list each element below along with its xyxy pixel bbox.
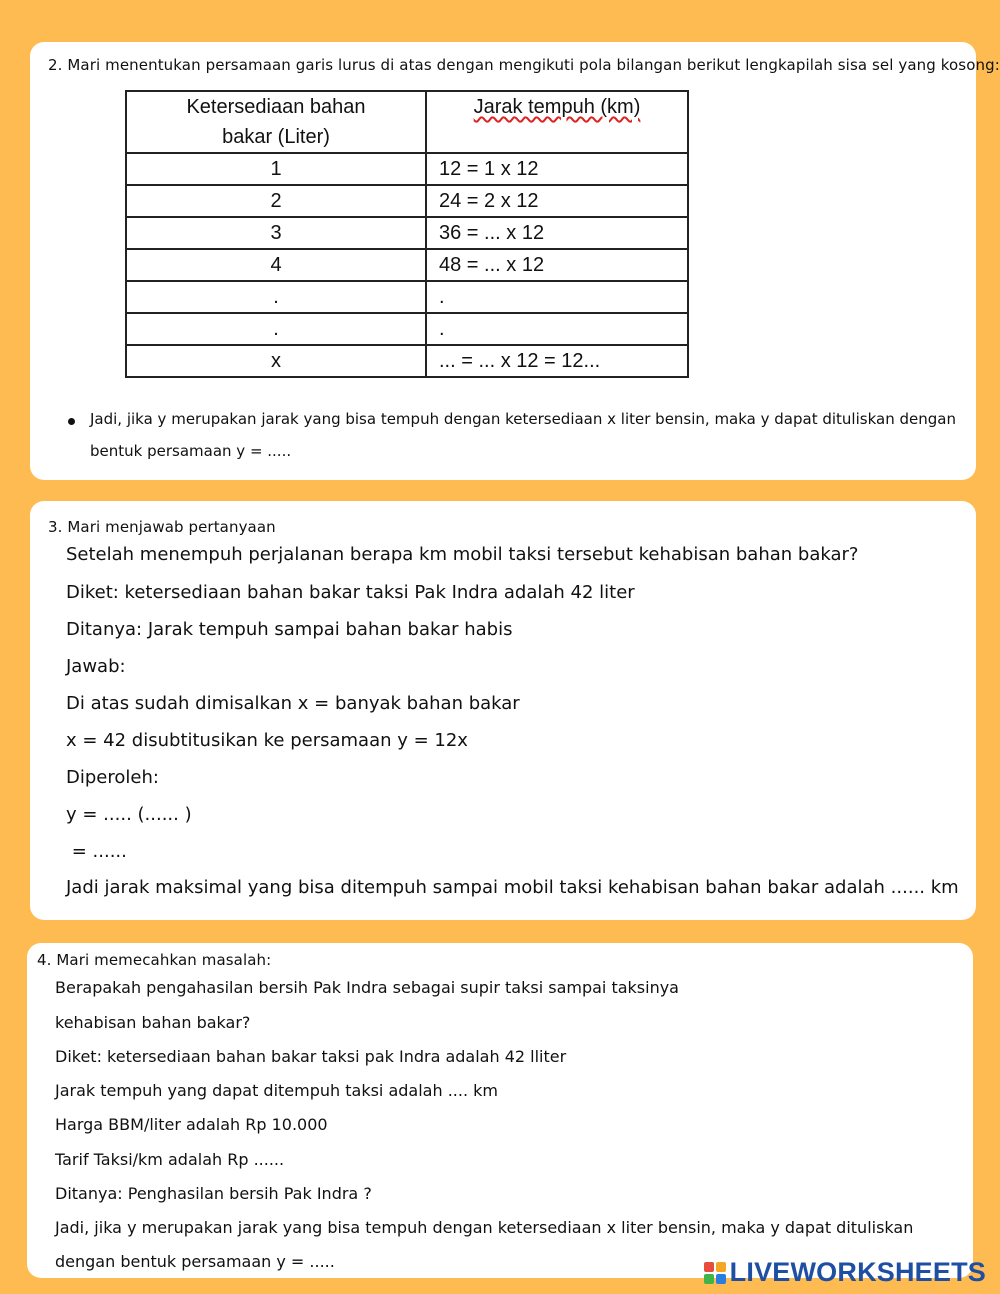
logo-square [704,1262,714,1272]
conclusion-line-2[interactable]: dengan bentuk persamaan y = ..... [55,1252,335,1271]
bullet-icon [68,418,75,425]
cell-jarak[interactable]: 48 = ... x 12 [426,249,688,281]
question-line-2: kehabisan bahan bakar? [55,1013,251,1032]
asked-line: Ditanya: Penghasilan bersih Pak Indra ? [55,1184,372,1203]
question-line-1: Berapakah pengahasilan bersih Pak Indra sebagai supir taksi sampai taksinya [55,978,679,997]
table-row [126,153,688,185]
cell-liter: 3 [126,217,426,249]
table-row [126,313,688,345]
cell-liter: 2 [126,185,426,217]
header-distance: Jarak tempuh (km) [426,91,688,153]
cell-jarak: . [426,281,688,313]
known-line: Diket: ketersediaan bahan bakar taksi Pak Indra adalah 42 liter [66,582,635,603]
result-blank[interactable]: = ...... [66,841,127,862]
cell-jarak[interactable]: 36 = ... x 12 [426,217,688,249]
question-line: Setelah menempuh perjalanan berapa km mobil taksi tersebut kehabisan bahan bakar? [66,544,859,565]
conclusion-line[interactable]: Jadi jarak maksimal yang bisa ditempuh sampai mobil taksi kehabisan bahan bakar adalah ...... km [66,877,959,898]
answer-label: Jawab: [66,656,126,677]
result-label: Diperoleh: [66,767,159,788]
cell-jarak: 24 = 2 x 12 [426,185,688,217]
conclusion-line-1: Jadi, jika y merupakan jarak yang bisa tempuh dengan ketersediaan x liter bensin, maka y dapat dituliskan dengan [90,410,956,428]
equation-blank[interactable]: y = ..... (...... ) [66,804,192,825]
cell-liter: . [126,313,426,345]
table-row [126,217,688,249]
assumption-line: Di atas sudah dimisalkan x = banyak bahan bakar [66,693,520,714]
section-2-heading: 2. Mari menentukan persamaan garis lurus di atas dengan mengikuti pola bilangan berikut lengkapilah sisa sel yang kosong: [48,56,1000,74]
known-fuel-line: Diket: ketersediaan bahan bakar taksi pak Indra adalah 42 lliter [55,1047,567,1066]
asked-line: Ditanya: Jarak tempuh sampai bahan bakar habis [66,619,513,640]
cell-jarak: . [426,313,688,345]
section-3-card [30,501,976,920]
table-row [126,249,688,281]
table-header-row [126,91,688,153]
table-row [126,345,688,377]
logo-square [716,1274,726,1284]
section-4-heading: 4. Mari memecahkan masalah: [37,951,272,969]
logo-square [704,1274,714,1284]
cell-liter: . [126,281,426,313]
section-4-card [27,943,973,1278]
cell-liter: 1 [126,153,426,185]
substitution-line: x = 42 disubtitusikan ke persamaan y = 12x [66,730,468,751]
logo-icon [704,1262,726,1284]
fuel-distance-table [125,90,689,378]
logo-text: LIVEWORKSHEETS [729,1257,986,1287]
conclusion-line-1: Jadi, jika y merupakan jarak yang bisa tempuh dengan ketersediaan x liter bensin, maka y dapat dituliskan [55,1218,914,1237]
logo-square [716,1262,726,1272]
header-fuel: Ketersediaan bahan bakar (Liter) [126,91,426,153]
section-2-card [30,42,1000,480]
cell-jarak: 12 = 1 x 12 [426,153,688,185]
liveworksheets-logo [704,1257,986,1288]
cell-liter: x [126,345,426,377]
cell-liter: 4 [126,249,426,281]
table-row [126,281,688,313]
table-row [126,185,688,217]
conclusion-line-2[interactable]: bentuk persamaan y = ..... [90,442,292,460]
known-distance-line[interactable]: Jarak tempuh yang dapat ditempuh taksi adalah .... km [55,1081,498,1100]
tariff-line[interactable]: Tarif Taksi/km adalah Rp ...... [55,1150,285,1169]
fuel-price-line: Harga BBM/liter adalah Rp 10.000 [55,1115,328,1134]
section-3-heading: 3. Mari menjawab pertanyaan [48,518,276,536]
cell-jarak[interactable]: ... = ... x 12 = 12... [426,345,688,377]
